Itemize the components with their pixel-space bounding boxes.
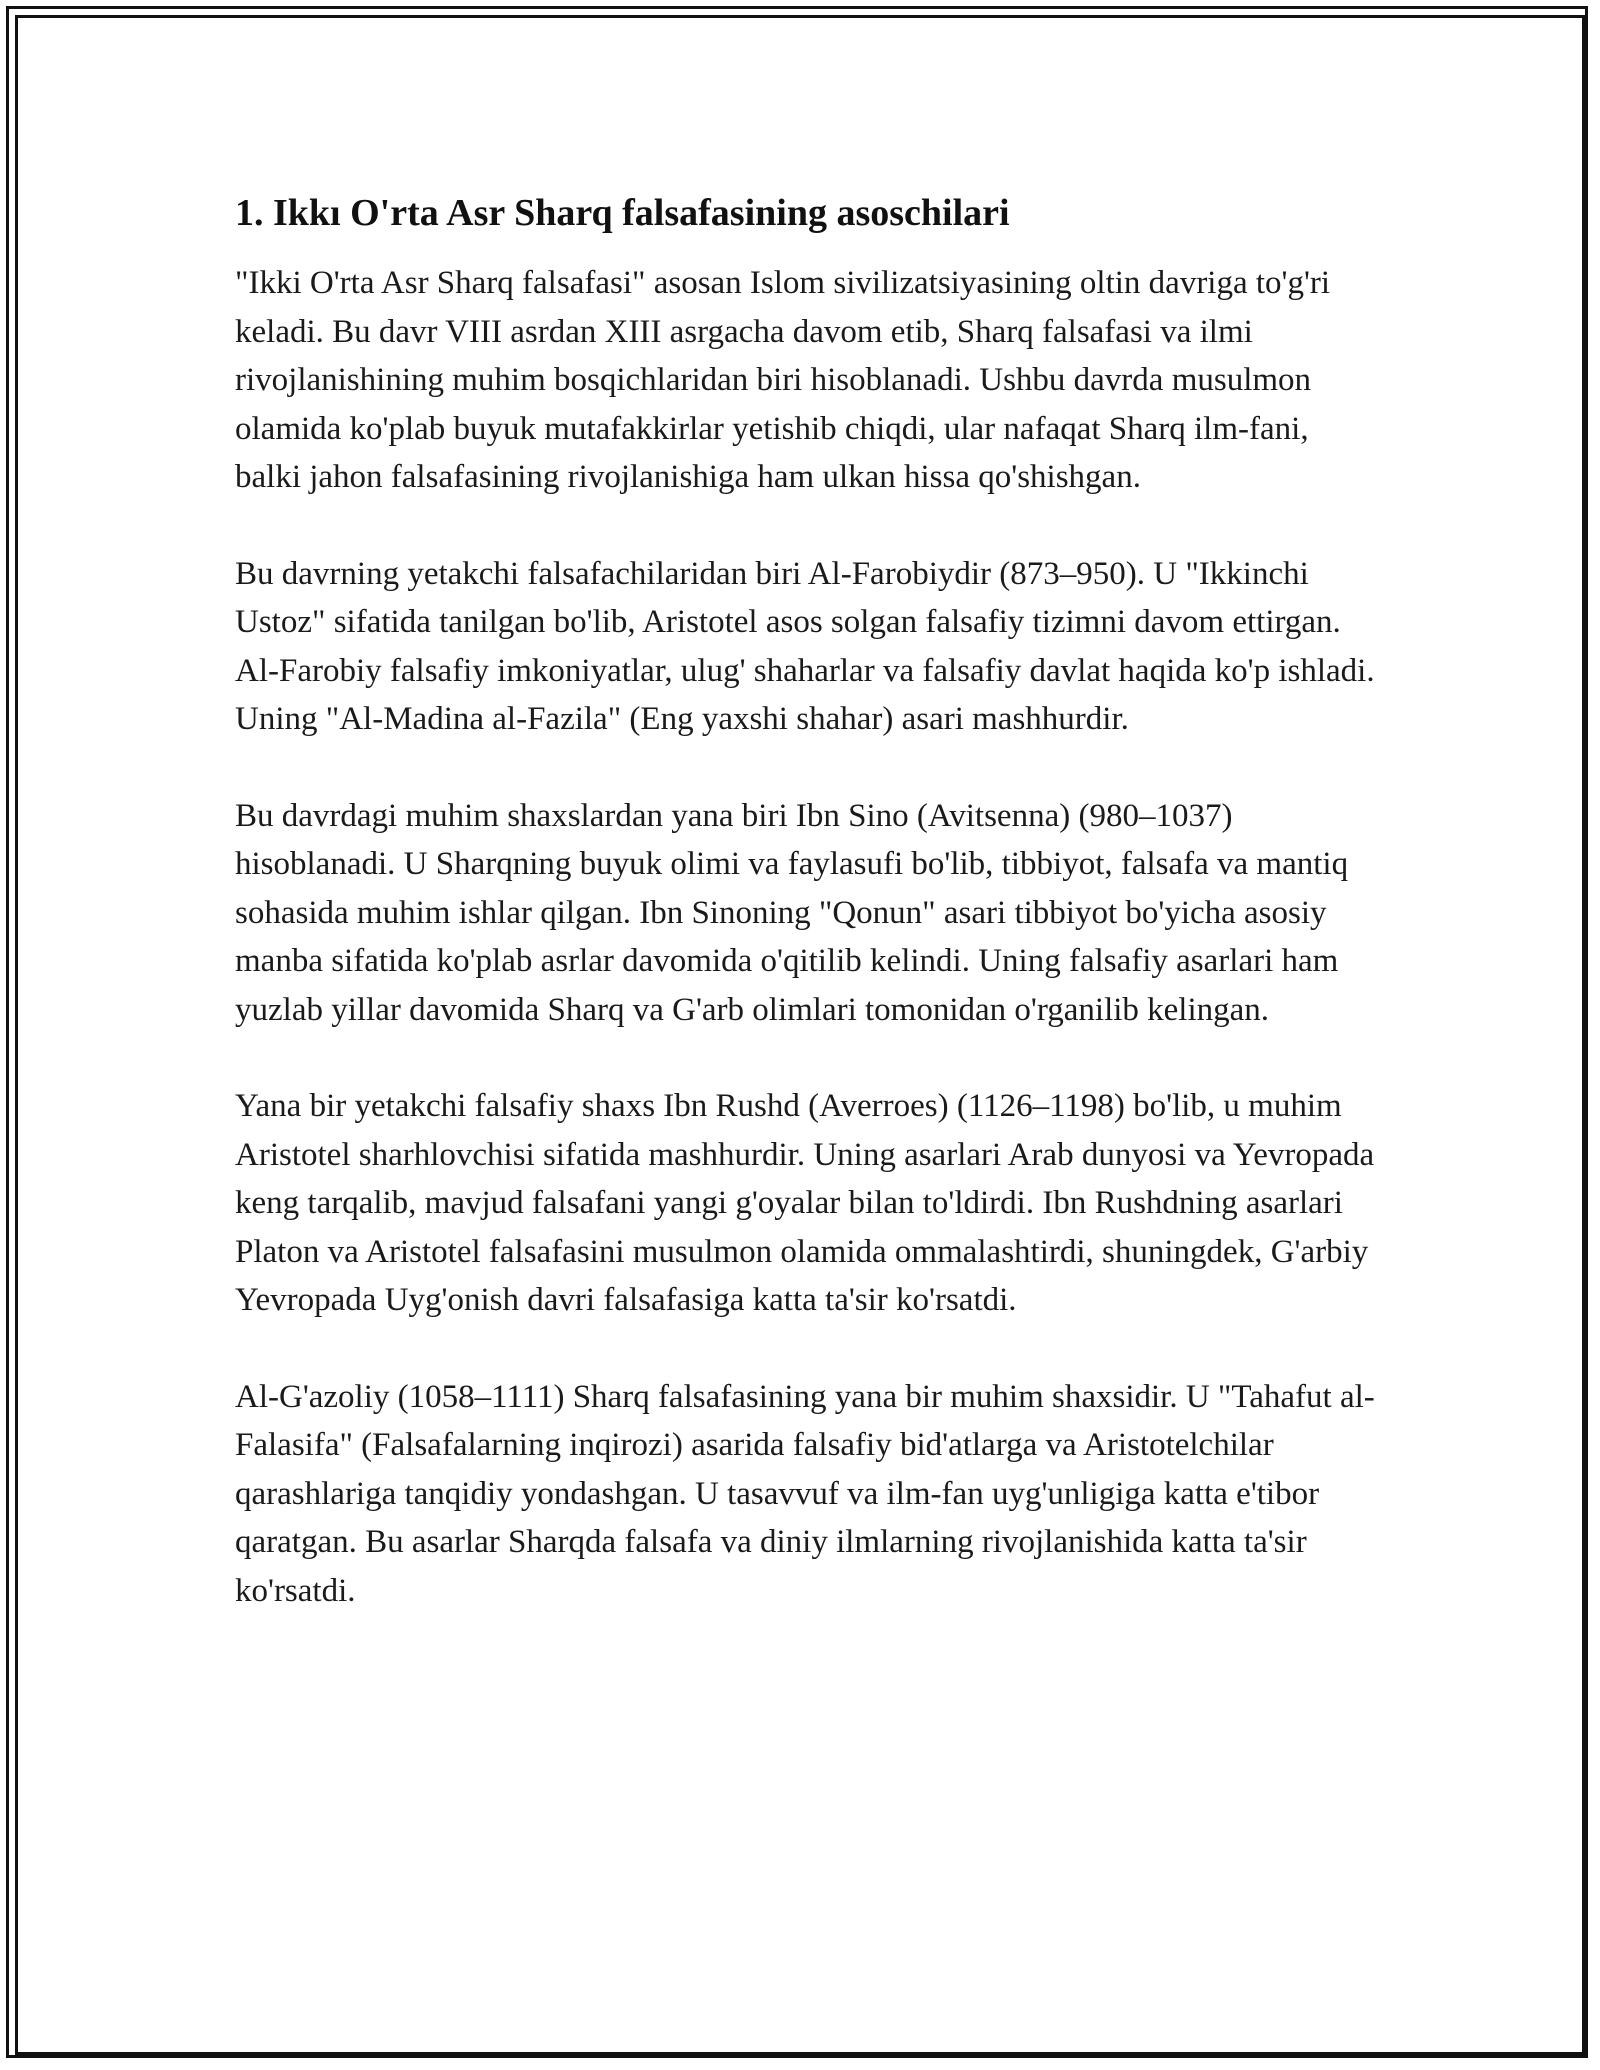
section-heading: 1. Ikkı O'rta Asr Sharq falsafasining asoschilari [235,192,1010,234]
paragraph-ibn-rushd: Yana bir yetakchi falsafiy shaxs Ibn Rushd (Averroes) (1126–1198) bo'lib, u muhim Aristotel sharhlovchisi sifatida mashhurdir. Uning asarlari Arab dunyosi va Yevropada keng tarqalib, mavjud falsafani yangi g'oyalar bilan to'ldirdi. Ibn Rushdning asarlari Platon va Aristotel falsafasini musulmon olamida ommalashtirdi, shuningdek, G'arbiy Yevropada Uyg'onish davri falsafasiga katta ta'sir ko'rsatdi. [235,1088,1375,1318]
document-body [235,185,1380,1663]
paragraph-al-gazoliy: Al-G'azoliy (1058–1111) Sharq falsafasining yana bir muhim shaxsidir. U "Tahafut al-Falasifa" (Falsafalarning inqirozi) asarida falsafiy bid'atlarga va Aristotelchilar qarashlariga tanqidiy yondashgan. U tasavvuf va ilm-fan uyg'unligiga katta e'tibor qaratgan. Bu asarlar Sharqda falsafa va diniy ilmlarning rivojlanishida katta ta'sir ko'rsatdi. [235,1378,1375,1609]
paragraph-al-farobiy: Bu davrning yetakchi falsafachilaridan biri Al-Farobiydir (873–950). U "Ikkinchi Ustoz" sifatida tanilgan bo'lib, Aristotel asos solgan falsafiy tizimni davom ettirgan. Al-Farobiy falsafiy imkoniyatlar, ulug' shaharlar va falsafiy davlat haqida ko'p ishladi. Uning "Al-Madina al-Fazila" (Eng yaxshi shahar) asari mashhurdir. [235,555,1375,737]
paragraph-ibn-sino: Bu davrdagi muhim shaxslardan yana biri Ibn Sino (Avitsenna) (980–1037) hisoblanadi. U Sharqning buyuk olimi va faylasufi bo'lib, tibbiyot, falsafa va mantiq sohasida muhim ishlar qilgan. Ibn Sinoning "Qonun" asari tibbiyot bo'yicha asosiy manba sifatida ko'plab asrlar davomida o'qitilib kelindi. Uning falsafiy asarlari ham yuzlab yillar davomida Sharq va G'arb olimlari tomonidan o'rganilib kelingan. [235,797,1349,1028]
paragraph-intro: "Ikki O'rta Asr Sharq falsafasi" asosan Islom sivilizatsiyasining oltin davriga to'g'ri keladi. Bu davr VIII asrdan XIII asrgacha davom etib, Sharq falsafasi va ilmi rivojlanishining muhim bosqichlaridan biri hisoblanadi. Ushbu davrda musulmon olamida ko'plab buyuk mutafakkirlar yetishib chiqdi, ular nafaqat Sharq ilm-fani, balki jahon falsafasining rivojlanishiga ham ulkan hissa qo'shishgan. [235,265,1331,495]
